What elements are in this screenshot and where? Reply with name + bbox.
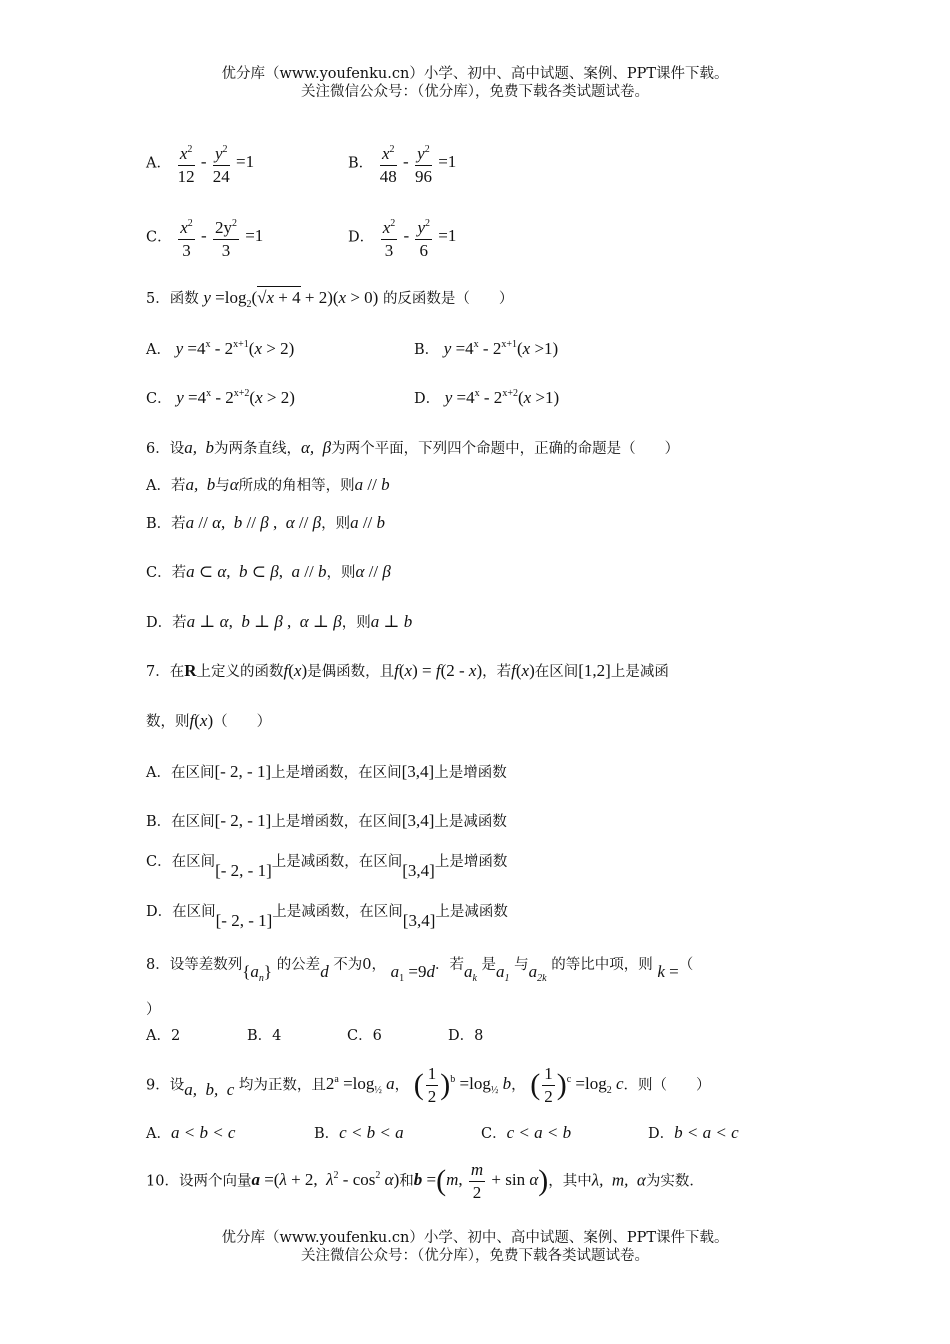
q4-option-b: B． $\frac{x^2}{48}$ - $\frac{y^2}{96}$ =1 (348, 140, 456, 187)
q8-option-a: A．2 (146, 1028, 181, 1044)
q8-option-c: C．6 (347, 1028, 382, 1044)
page-footer (0, 1229, 950, 1265)
page-header (0, 65, 950, 101)
q5-option-a: A． $y =4^x - 2^{x+1}(x > 2)$ (146, 339, 295, 358)
q6-stem: 6．设a, b为两条直线，α, β为两个平面，下列四个命题中，正确的命题是（ ） (146, 438, 680, 457)
q6-option-a: A．若a, b与α所成的角相等，则a // b (146, 475, 390, 494)
q4-option-d: D． $\frac{x^2}{3}$ - $\frac{y^2}{6}$ =1 (348, 214, 456, 261)
q9-option-d: D．b < a < c (648, 1123, 739, 1142)
q7-option-d: D．在区间[- 2, - 1]上是减函数，在区间[3,4]上是减函数 (146, 904, 508, 930)
footer-line-1: 优分库（www.youfenku.cn）小学、初中、高中试题、案例、PPT课件下载。 (221, 1230, 729, 1246)
q9-stem: 9．设a, b, c 均为正数，且$2^a =\log_{\frac{1}{2}}$ a， ( $\frac{1}{2}$ )$^b =\log_{\frac{1}{2}}$ b， ( $\frac{1}{2}$ )$^c =\log_2$ c．则（ ） (146, 1064, 711, 1106)
q7-option-a: A．在区间[- 2, - 1]上是增函数，在区间[3,4]上是增函数 (146, 762, 507, 781)
q5-option-c: C． $y =4^x - 2^{x+2}(x > 2)$ (146, 388, 295, 407)
q5-option-d: D． $y =4^x - 2^{x+2}(x >1)$ (414, 388, 560, 407)
q6-option-b: B．若a // α, b // β , α // β，则a // b (146, 513, 386, 532)
q4-option-a: A． $\frac{x^2}{12}$ - $\frac{y^2}{24}$ =1 (146, 140, 254, 187)
header-line-1: 优分库（www.youfenku.cn）小学、初中、高中试题、案例、PPT课件下载。 (221, 66, 729, 82)
q5-option-b: B． $y =4^x - 2^{x+1}(x >1)$ (414, 339, 559, 358)
q8-stem: 8．设等差数列$\{a_n\}$ 的公差d 不为0， $a_1 =9d$．若$a_k$ 是$a_1$ 与$a_{2k}$ 的等比中项，则 k =（ (146, 957, 694, 984)
footer-line-2: 关注微信公众号：（优分库），免费下载各类试题试卷。 (301, 1248, 649, 1264)
q7-stem-line-2: 数，则f(x)（ ） (146, 711, 272, 730)
q9-option-c: C．c < a < b (481, 1123, 572, 1142)
q9-option-b: B．c < b < a (314, 1123, 404, 1142)
q8-option-b: B．4 (247, 1028, 282, 1044)
q5-stem: 5．函数 $y =\log_2(√x + 4 + 2)(x > 0)$ 的反函数是（ ） (146, 288, 514, 310)
q8-stem-close: ） (146, 1002, 161, 1018)
q7-stem-line-1: 7．在R上定义的函数f(x)是偶函数，且f(x) = f(2 - x)，若f(x)在区间[1,2]上是减函 (146, 661, 669, 680)
q10-stem: 10．设两个向量a =(λ + 2, $\lambda^2 - \cos^2 \alpha$)和b =(m, $\frac{m}{2}$ + sin α)，其中λ, m, α为实数． (146, 1160, 704, 1202)
q9-option-a: A．a < b < c (146, 1123, 236, 1142)
q4-option-c: C． $\frac{x^2}{3}$ - $\frac{2y^2}{3}$ =1 (146, 214, 263, 261)
q7-option-c: C．在区间[- 2, - 1]上是减函数，在区间[3,4]上是增函数 (146, 854, 508, 880)
q7-option-b: B．在区间[- 2, - 1]上是增函数，在区间[3,4]上是减函数 (146, 811, 507, 830)
q6-option-c: C．若a ⊂ α, b ⊂ β, a // b，则α // β (146, 562, 391, 581)
q8-option-d: D．8 (448, 1028, 484, 1044)
q6-option-d: D．若a ⊥ α, b ⊥ β , α ⊥ β，则a ⊥ b (146, 612, 413, 631)
header-line-2: 关注微信公众号：（优分库），免费下载各类试题试卷。 (301, 84, 649, 100)
